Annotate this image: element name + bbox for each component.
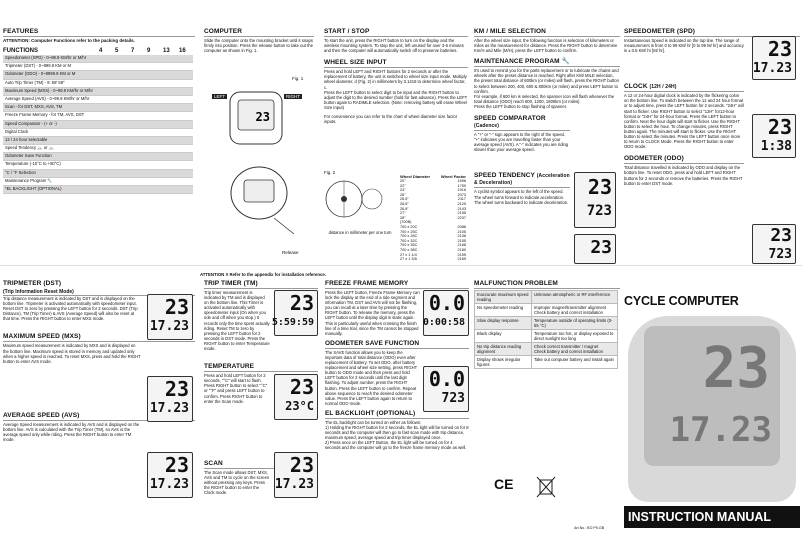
release-label: Release: [282, 250, 299, 255]
clock-lcd: [752, 114, 796, 158]
avgspeed-title: AVERAGE SPEED (AVS): [3, 412, 195, 421]
km-mile-title: KM / MILE SELECTION: [474, 28, 620, 37]
spanner-icon: 🔧: [47, 177, 53, 183]
lcd-top: 23: [767, 115, 792, 139]
malfunction-problem: Display shows irregular figures: [475, 356, 532, 369]
odo-save-lcd: [423, 366, 469, 412]
malfunction-problem: No speedometer reading: [475, 304, 532, 317]
lcd-bottom: 17.23: [274, 477, 314, 492]
odometer-title: ODOMETER (ODO): [624, 155, 744, 164]
temperature-lcd: [274, 374, 318, 420]
speed-tend-title: [474, 172, 570, 188]
lcd-top: 23: [587, 175, 612, 199]
feature-label: Odometer (ODO) - 0~9999.9 KM or M: [3, 71, 103, 79]
tripmeter-title: TRIPMETER (DST): [3, 280, 62, 287]
feature-label: Digital Clock: [3, 128, 103, 136]
temperature-text: Press and hold LEFT button for 2 seconds, "°C" will start to flash. Press RIGHT button to select "°C" or "°F" and press LEFT button to confirm. Press RIGHT button to enter the Scan mode.: [204, 373, 268, 404]
el-title: EL BACKLIGHT (OPTIONAL): [325, 410, 469, 419]
el-text3: 2) Press once on the LEFT Button, the EL light will be turned on for 4 seconds and the computer will go to the freeze frame memory mode as well.: [325, 440, 467, 451]
maintenance-title: [474, 57, 620, 67]
wheel-diameter: 700 x 28C: [400, 234, 418, 239]
feature-label: Speedometer (SPD) - 0~99.9 KM/hr or M/hr: [3, 55, 103, 63]
wheel-factor: 2168: [457, 243, 466, 248]
malfunction-panel: [474, 280, 620, 534]
recycle-bin-icon: [536, 476, 556, 498]
cover-device: [628, 316, 796, 502]
bracket-illustration: [224, 158, 304, 238]
clock-title-text: CLOCK: [624, 83, 648, 91]
speed-tend-text: A cyclist symbol appears to the left of the speed. The wheel turns forward to indicate acceleration. The wheel turns backward to indicate deceleration.: [474, 189, 569, 205]
feature-label: *EL BACKLIGHT (OPTIONAL): [3, 186, 103, 194]
fold-line: [0, 265, 802, 266]
wheel-factor: 2086: [457, 224, 466, 229]
lcd-top: 23: [770, 225, 792, 246]
wheel-icon: [324, 175, 384, 225]
wheel-diameter: 700 x 25C: [400, 229, 418, 234]
feature-row: [3, 104, 193, 112]
feature-row: [3, 63, 193, 71]
computer-attention: ATTENTION !! Refer to the appendix for installation reference.: [200, 272, 326, 277]
triptimer-title: TRIP TIMER (TM): [204, 280, 318, 289]
speed-tendency-label: Speed Tendency: [5, 145, 37, 151]
feature-row: [3, 136, 193, 144]
speed-comp-text: A "+" or "-" sign appears to the right of the speed. "+" indicates you are travelling faster than your average speed (AVS). A "-" indicates you are riding slower than your average speed.: [474, 132, 569, 153]
start-stop-text: To start the unit, press the RIGHT button to turn on the display and the wireless mounting system. To stop the unit, left unused for over 3-6 minutes and then the computer will automatically switch off to preserve batteries.: [324, 38, 464, 54]
wheel-diameter: 24": [400, 188, 406, 193]
wheel-size-text1: Press and hold LEFT and RIGHT buttons for 2 seconds or after the replacement of battery, the unit is switched to wheel size input mode. Multiply wheel diameter, d (Fig. 2) in millimeters by 3.1416 to determine wheel factor, c.: [324, 69, 467, 90]
feature-label: Temperature (-10°C to +50°C): [3, 161, 103, 169]
start-wheel-panel: [324, 28, 468, 264]
wheel-diameter: 26.6": [400, 201, 409, 206]
ce-mark: CE: [494, 476, 514, 492]
spanner-icon: 🔧: [561, 58, 570, 66]
tripmeter-text: Trip distance measurement is indicated by DST and is displayed on the bottom line. Tripmeter is activated automatically with speedometer input. Reset DST to zero by pressing the LEFT button for 2 seconds. DST (Trip Distance), TM (Trip Timer) & AVS (Average Speed) will also be reset at that time. Press the RIGHT button to enter MXS mode.: [3, 296, 138, 322]
lcd-bottom: 17.23: [149, 477, 189, 492]
features-header: [3, 48, 195, 54]
scan-text: The Scan mode allows DST, MXS, AVS and TM to cycle on the screen without pressing any keys. Press the RIGHT button to enter the Clock mode.: [204, 469, 270, 496]
features-title: FEATURES: [3, 28, 195, 37]
wheel-factor: 2073: [457, 192, 466, 197]
lcd-bottom: 723: [768, 247, 792, 262]
malfunction-remedy: Improper magnet/transmitter alignment Check battery and correct installation: [532, 304, 618, 317]
tripmeter-lcd: [147, 294, 193, 340]
wheel-table-row: [400, 257, 466, 262]
wheel-size-text3: For convenience you can refer to the chart of wheel diameter size factor inputs.: [324, 114, 458, 125]
feature-row: [3, 120, 193, 128]
avgspeed-text: Average Speed measurement is indicated by AVS and is displayed on the bottom line. AVS is calculated with the Trip Timer (TM), so AVS is the average speed only while riding. Press the RIGHT button to enter TM mode.: [3, 421, 140, 443]
trip-panel: [3, 280, 195, 534]
malfunction-remedy: Temperature outside of operating limits (0-55 °C): [532, 317, 618, 330]
feature-row: [3, 112, 193, 120]
malfunction-problem: Black display: [475, 330, 532, 343]
lcd-top: 23: [289, 375, 314, 399]
speed-comp-title-text: SPEED COMPARATOR: [474, 115, 546, 123]
el-text1: The EL backlight can be turned on either as follows:: [325, 419, 421, 425]
model-4: 4: [99, 48, 103, 54]
wheel-factor: 2143: [457, 206, 466, 211]
lcd-top: 0.0: [428, 367, 465, 391]
lcd-top: 23: [289, 453, 314, 477]
speed-comp-lcd: [574, 172, 616, 228]
model-5: 5: [115, 48, 119, 54]
model-13: 13: [163, 48, 170, 54]
wheel-rows: [400, 179, 466, 262]
el-text2: 1) Holding the RIGHT button for 2 seconds, the EL light will be turned on for 8 seconds and the computer will then go to fast scan mode with trip distance, maximum speed, average speed and trip timer displayed once.: [325, 424, 469, 441]
features-panel: [3, 28, 195, 264]
malfunction-table: [474, 290, 618, 369]
lcd-bottom: 0:00:58: [422, 317, 465, 328]
feature-label: Maximum Speed (MXS) - 0~99.9 KM/hr or M/hr: [3, 87, 103, 95]
wheel-diameter: 700 x 35C: [400, 243, 418, 248]
scan-lcd: [274, 452, 318, 498]
cover-title: CYCLE COMPUTER: [624, 294, 739, 308]
wheel-factor: 2169: [457, 257, 466, 262]
wheel-diameter: (700B): [400, 220, 412, 225]
feature-label: Odometer Save Function: [3, 153, 103, 161]
lcd-bottom: 17.23: [752, 61, 792, 76]
lcd-top: 0.0: [428, 291, 465, 315]
wheel-diameter: 27": [400, 211, 406, 216]
maxspeed-title: MAXIMUM SPEED (MXS): [3, 333, 195, 342]
feature-label: Tripmeter (DST) - 0~999.9 KM or M: [3, 63, 103, 71]
scan-title: SCAN: [204, 460, 318, 469]
speedometer-title: SPEEDOMETER (SPD): [624, 28, 800, 37]
cover-lcd-bottom: 17.23: [669, 410, 772, 450]
cover-lcd-top: 23: [702, 336, 770, 401]
wheel-factor: 1916: [457, 188, 466, 193]
wheel-factor: 2155: [457, 211, 466, 216]
freeze-panel: [325, 280, 469, 534]
maxspeed-text: Maximum speed measurement is indicated by MXS and is displayed on the bottom line. Maximum speed is stored in memory and updated only when a higher speed is reached. To reset MXS, press and hold the RIGHT button to enter AVS mode.: [3, 343, 141, 364]
lcd-top: 23: [767, 37, 792, 61]
lcd-bottom: 723: [586, 203, 612, 219]
clock-sub: (12H / 24H): [649, 84, 677, 91]
cover-screen: [644, 326, 780, 466]
computer-illustration: [220, 88, 292, 148]
tripmeter-sub: (Trip Information Reset Mode): [3, 289, 195, 296]
spd-clock-panel: [624, 28, 800, 264]
wheel-diameter: 700 x 38C: [400, 247, 418, 252]
triptimer-text: Trip timer measurement is indicated by TM and is displayed on the bottom line. This Timer is activated automatically with speedometer input (On when you ride and off when you stop.) It records only the time spent actually riding. Reset TM to zero by pressing the LEFT button for 2 seconds in DST mode. Press the RIGHT button to enter Temperature mode.: [204, 290, 270, 352]
wheel-diameter: 700 x 20C: [400, 224, 418, 229]
km-maint-panel: [474, 28, 620, 264]
malfunction-row: [475, 330, 618, 343]
avgspeed-lcd: [147, 452, 193, 498]
feature-row: [3, 87, 193, 95]
maintenance-text3: Press the LEFT button to stop flashing of spanner.: [474, 103, 568, 109]
speed-tend-sub: (Acceleration & Deceleration): [474, 173, 570, 187]
wheel-caption: distance in millimeter per one turn: [328, 230, 392, 235]
maxspeed-lcd: [147, 376, 193, 422]
maintenance-text1: It's used to remind you for the parts replacement or to lubricate the chains and wheels after the preset distance is reached. Right after KM/ MILE selection, the preset total distance of 600km (or miles) will flash, press the RIGHT button to select between 200, 400, 600 & 800km (or miles) and press LEFT button to confirm.: [474, 68, 619, 94]
clock-title: [624, 83, 744, 92]
fig1-label: Fig. 1: [292, 76, 304, 81]
feature-row: [3, 153, 193, 161]
maintenance-title-text: MAINTENANCE PROGRAM: [474, 58, 560, 66]
lcd-top: 23: [590, 237, 612, 258]
fig2-label: Fig. 2: [324, 170, 336, 175]
speed-comp-title: [474, 115, 570, 131]
lcd-bottom: 723: [441, 391, 465, 406]
malfunction-row: [475, 317, 618, 330]
wheel-factor: 2136: [457, 234, 466, 239]
malfunction-problem: Inaccurate maximum speed reading: [475, 291, 532, 304]
speed-comp-sub: (Cadence): [474, 123, 500, 130]
feature-row: [3, 71, 193, 79]
feature-row: [3, 128, 193, 136]
feature-row: [3, 161, 193, 169]
speedometer-lcd: [752, 36, 796, 80]
odometer-lcd: [752, 224, 796, 264]
wheel-diameter: 28": [400, 215, 406, 220]
malfunction-row: [475, 343, 618, 356]
lcd-bottom: 1:38: [760, 139, 792, 154]
feature-label: Auto Trip Timer (TM) - 9: 59' 59": [3, 79, 103, 87]
malfunction-row: [475, 291, 618, 304]
lcd-top: 23: [164, 295, 189, 319]
wheel-diameter: 26.8": [400, 206, 409, 211]
model-9: 9: [147, 48, 151, 54]
freeze-text: Press the LEFT button, Freeze Frame Memory can lock the display at the end of a ride segment and information TM, DST and AVS will not be flashing, you can recall at a later time by pressing the RIGHT button. To release the memory, press the LEFT button until the display digit is static again. This is particularly useful when crossing the finish line of a time trial, since the TM cannot be stopped manually.: [325, 290, 420, 336]
odo-save-text: The SAVE function allows you to keep the important data of total distance (ODO) even after replacement of battery. To set ODO, after battery replacement and wheel size setting, press RIGHT button to ODO mode and then press and hold LEFT button for 2 seconds until the last digit flashing. To adjust number, press the RIGHT button. Press the LEFT button to confirm. Repeat above sequence to reach the desired odometer value. Press the LEFT button again to return to normal ODO mode.: [325, 349, 418, 406]
wheel-diameter: 22": [400, 183, 406, 188]
wheel-factor: 2117: [457, 197, 466, 202]
km-mile-text: After the wheel size input, the following function is selection of kilometers or miles as the measurement for distance. Press the RIGHT button to determine Km/H and Mile (M/H), press the LEFT button to confirm.: [474, 38, 618, 54]
cyclist-icon: 🚲: [37, 145, 43, 151]
feature-row: [3, 169, 193, 177]
feature-row: [3, 186, 193, 194]
maintenance-label: Maintenance Program: [5, 177, 47, 183]
cover-manual-title: INSTRUCTION MANUAL: [624, 506, 800, 528]
feature-label: Average Speed (AVS) - 0~99.9 KM/hr or M/hr: [3, 95, 103, 103]
freeze-lcd: [423, 290, 469, 336]
malfunction-row: [475, 356, 618, 369]
wheel-factor: 2155: [457, 252, 466, 257]
wheel-factor: 1759: [457, 183, 466, 188]
or-label: or: [43, 145, 48, 151]
speed-tend-title-text: SPEED TENDENCY: [474, 172, 535, 180]
lcd-top: 23: [289, 291, 314, 315]
odo-save-title: ODOMETER SAVE FUNCTION: [325, 340, 469, 349]
wheel-diameter: 700 x 32C: [400, 238, 418, 243]
start-stop-title: START / STOP: [324, 28, 468, 37]
computer-panel: [200, 28, 326, 277]
wheel-diameter: 27 x 1 1/4: [400, 252, 417, 257]
functions-label: FUNCTIONS: [3, 48, 38, 54]
feature-row: [3, 95, 193, 103]
feature-row: [3, 177, 193, 185]
art-number: Art.No.: BO P9-GB: [574, 526, 605, 530]
wheel-factor: 2237: [457, 215, 466, 220]
feature-row: [3, 145, 193, 153]
temperature-title: TEMPERATURE: [204, 363, 318, 372]
lcd-bottom: 17.23: [149, 401, 189, 416]
lcd-top: 23: [164, 453, 189, 477]
wheel-factor: 2125: [457, 201, 466, 206]
wheel-size-text2: Press the LEFT button to select digit to be input and the RIGHT button to adjust the digit to the desired number (hold for fast advance). Press the LEFT button again to RADIMLE selection. (Note: removing battery will erase Wheel Size Input): [324, 89, 468, 110]
triptimer-lcd: [271, 290, 318, 336]
cyclist-icon: 🚲: [48, 145, 54, 151]
svg-text:23: 23: [255, 110, 270, 124]
freeze-title: FREEZE FRAME MEMORY: [325, 280, 469, 289]
features-attention: ATTENTION: Computer Functions refer to the packing details.: [3, 38, 135, 43]
feature-label: Freeze Frame Memory - for TM, AVS, DST: [3, 112, 103, 120]
malfunction-title: MALFUNCTION PROBLEM: [474, 280, 620, 289]
malfunction-remedy: Unknown atmospheric or RF interference: [532, 291, 618, 304]
left-button-label: LEFT: [214, 94, 226, 99]
feature-label: [3, 177, 103, 185]
fig2: [324, 170, 396, 235]
wheel-col2: Wheel Factor: [440, 174, 466, 179]
wheel-factor: 2180: [457, 247, 466, 252]
lcd-bottom: 17.23: [149, 319, 189, 334]
wheel-table: [400, 174, 466, 262]
wheel-col1: Wheel Diameter: [400, 174, 431, 179]
malfunction-remedy: Take out computer battery and install again: [532, 356, 618, 369]
wheel-factor: 2105: [457, 229, 466, 234]
lcd-top: 23: [164, 377, 189, 401]
malfunction-problem: No trip distance reading alignment: [475, 343, 532, 356]
wheel-diameter: 26": [400, 192, 406, 197]
odometer-text: Total distance travelled is indicated by ODO and display on the bottom line. To reset ODO, press and hold LEFT and RIGHT buttons for 2 seconds or remove the batteries. Press the RIGHT button to enter DST mode.: [624, 165, 743, 186]
cover-panel: [624, 280, 800, 534]
right-button-label: RIGHT: [286, 94, 300, 99]
feature-label: [3, 145, 103, 153]
lcd-bottom: 5:59:59: [271, 317, 314, 328]
speed-tend-lcd: [574, 234, 616, 264]
timer-panel: [204, 280, 318, 534]
feature-row: [3, 79, 193, 87]
speedometer-text: Instantaneous Speed is indicated on the top line. The range of measurement is from 0 to 99 KM/ hr [0 to 99 M/ hr] and accuracy is ± 0.5 KM/ hr [M/ hr].: [624, 38, 744, 54]
wheel-size-title: WHEEL SIZE INPUT: [324, 59, 468, 68]
wheel-factor: 1596: [457, 179, 466, 183]
feature-label: Scan - for DST, MXS, AVS, TM: [3, 104, 103, 112]
clock-text: A 12 or 24-hour digital clock is indicated by the flickering colon on the bottom line. To switch between the 12 and 24 hour format or to adjust time, press the LEFT button for 2 seconds. "24H" will start to flicker. Use RIGHT button to select "12H" for12-hour format or "24H" for 24-hour format. Press the LEFT button to confirm. Next the hour digits will start to flicker. Use the RIGHT button to select the hour. To change minutes, press RIGHT button again. The minutes will start to flicker. Use the RIGHT button to select the minutes. Press the LEFT button once more to return to CLOCK Mode. Press the RIGHT button to enter ODO mode.: [624, 93, 744, 150]
feature-row: [3, 55, 193, 63]
computer-title: COMPUTER: [204, 28, 314, 37]
model-7: 7: [131, 48, 135, 54]
malfunction-remedy: Temperature too hot, or display exposed to direct sunlight too long: [532, 330, 618, 343]
model-16: 16: [179, 48, 186, 54]
feature-label: °C / °F Selection: [3, 169, 103, 177]
wheel-diameter: 20": [400, 179, 406, 183]
wheel-factor: 2155: [457, 238, 466, 243]
lcd-bottom: 23°C: [285, 399, 314, 413]
wheel-diameter: 26.5": [400, 197, 409, 202]
malfunction-remedy: Check correct transmitter / magnet Check battery and correct installation: [532, 343, 618, 356]
feature-label: 12 / 24 hour selectable: [3, 136, 103, 144]
features-table: [3, 55, 193, 194]
computer-text: Slide the computer onto the mounting bracket until it snaps firmly into position. Press the release button to take out the computer as shown in Fig. 1.: [204, 38, 313, 54]
maintenance-text2: For example, if 600 km is selected, the spanner icon will flash whenever the total distance (ODO) reach 600, 1200, 1800km (or miles).: [474, 93, 615, 104]
malfunction-problem: Slow display response: [475, 317, 532, 330]
malfunction-row: [475, 304, 618, 317]
wheel-diameter: 27 x 1 3/8: [400, 257, 417, 262]
feature-label: Speed Comparator - (+ or -): [3, 120, 103, 128]
